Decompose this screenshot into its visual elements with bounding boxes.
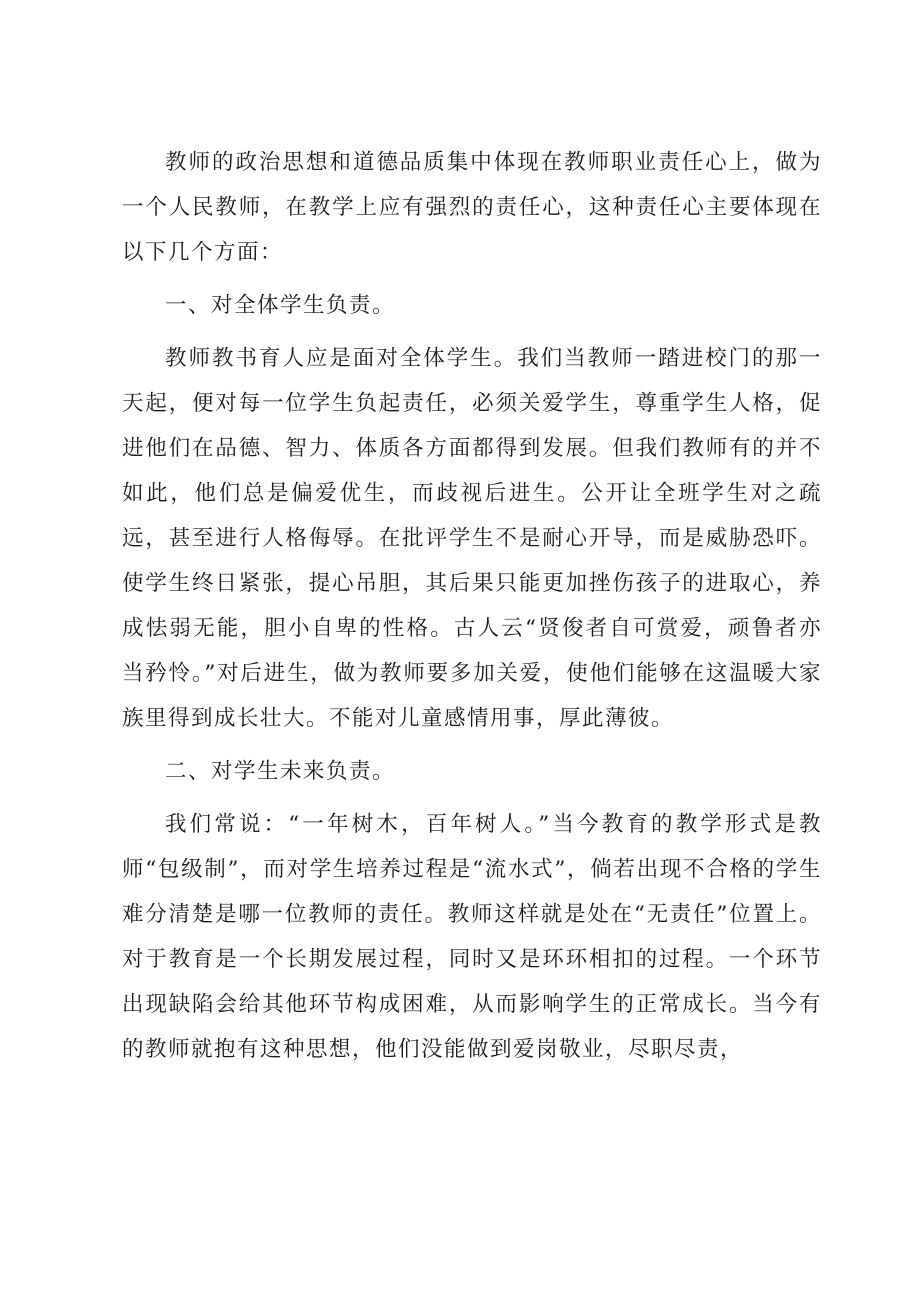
section-heading-2: 二、对学生未来负责。 [165,759,396,784]
paragraph-section-2: 我们常说：“一年树木，百年树人。”当今教育的教学形式是教师“包级制”，而对学生培养过程是“流水式”，倘若出现不合格的学生难分清楚是哪一位教师的责任。教师这样就是处在“无责任”位置上。对于教育是一个长期发展过程，同时又是环环相扣的过程。一个环节出现缺陷会给其他环节构成困难，从而影响学生的正常成长。当今有的教师就抱有这种思想，他们没能做到爱岗敬业，尽职尽责， [122,812,822,1062]
paragraph-intro: 教师的政治思想和道德品质集中体现在教师职业责任心上，做为一个人民教师，在教学上应有强烈的责任心，这种责任心主要体现在以下几个方面： [122,150,822,265]
document-body [122,140,822,1080]
section-heading-1: 一、对全体学生负责。 [165,293,396,318]
paragraph-section-1: 教师教书育人应是面对全体学生。我们当教师一踏进校门的那一天起，便对每一位学生负起责任，必须关爱学生，尊重学生人格，促进他们在品德、智力、体质各方面都得到发展。但我们教师有的并不如此，他们总是偏爱优生，而歧视后进生。公开让全班学生对之疏远，甚至进行人格侮辱。在批评学生不是耐心开导，而是威胁恐吓。使学生终日紧张，提心吊胆，其后果只能更加挫伤孩子的进取心，养成怯弱无能，胆小自卑的性格。古人云“贤俊者自可赏爱，顽鲁者亦当矜怜。”对后进生，做为教师要多加关爱，使他们能够在这温暖大家族里得到成长壮大。不能对儿童感情用事，厚此薄彼。 [122,346,822,731]
